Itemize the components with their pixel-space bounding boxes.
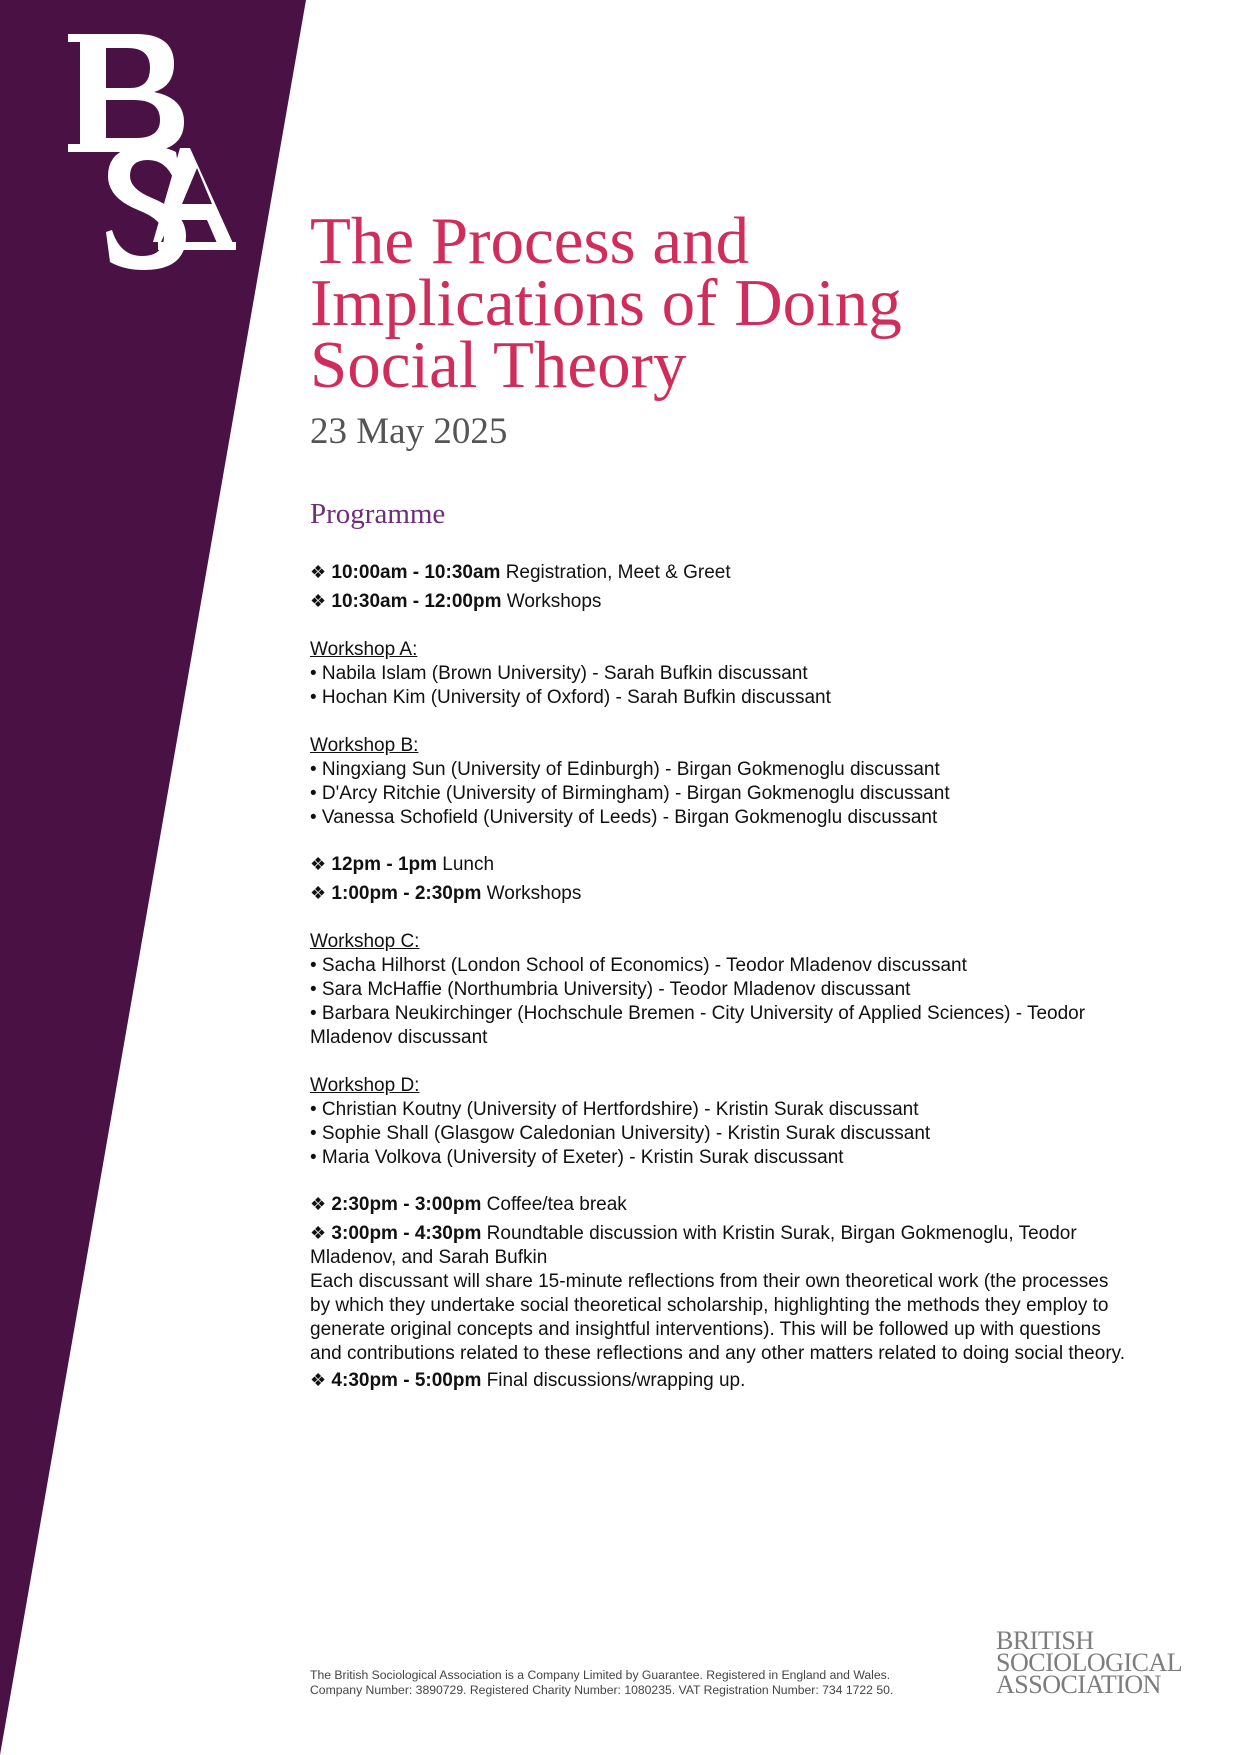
- schedule-label: Coffee/tea break: [486, 1194, 627, 1215]
- workshop-d-heading: Workshop D:: [310, 1075, 420, 1096]
- bullet-icon: ❖: [310, 1223, 327, 1243]
- workshop-c-item: • Barbara Neukirchinger (Hochschule Bremen - City University of Applied Sciences) - Teodor Mladenov discussant: [310, 1003, 1086, 1048]
- bsa-logo: [28, 28, 238, 273]
- legal-footer: [310, 1668, 990, 1698]
- schedule-item: [310, 1368, 1130, 1393]
- workshop-d-item: • Christian Koutny (University of Hertfordshire) - Kristin Surak discussant: [310, 1099, 919, 1120]
- workshop-a-heading: Workshop A:: [310, 639, 418, 660]
- schedule-item: [310, 881, 1130, 906]
- schedule-label: Registration, Meet & Greet: [505, 562, 731, 583]
- programme-content: [310, 560, 1130, 1397]
- schedule-time: 3:00pm - 4:30pm: [331, 1223, 482, 1244]
- wordmark-line-3: ASSOCIATION: [996, 1670, 1161, 1699]
- bullet-icon: ❖: [310, 883, 327, 903]
- bsa-wordmark: [996, 1626, 1183, 1699]
- schedule-item: [310, 589, 1130, 614]
- workshop-d-item: • Sophie Shall (Glasgow Caledonian University) - Kristin Surak discussant: [310, 1123, 931, 1144]
- bullet-icon: ❖: [310, 591, 327, 611]
- title-line-2: Implications of Doing: [310, 266, 902, 340]
- schedule-item: [310, 1192, 1130, 1217]
- schedule-label: Lunch: [442, 854, 495, 875]
- schedule-time: 10:30am - 12:00pm: [331, 591, 502, 612]
- schedule-label: Roundtable discussion with Kristin Surak, Birgan Gokmenoglu, Teodor Mladenov, and Sarah Bufkin: [310, 1223, 1077, 1268]
- schedule-label: Workshops: [506, 591, 602, 612]
- bullet-icon: ❖: [310, 1370, 327, 1390]
- schedule-label: Final discussions/wrapping up.: [486, 1370, 746, 1391]
- footer-line-2: Company Number: 3890729. Registered Charity Number: 1080235. VAT Registration Number: 734 1722 50.: [310, 1683, 894, 1697]
- wordmark-line-2: SOCIOLOGICAL: [996, 1648, 1183, 1677]
- bullet-icon: ❖: [310, 1194, 327, 1214]
- wordmark-line-1: BRITISH: [996, 1626, 1094, 1655]
- schedule-time: 2:30pm - 3:00pm: [331, 1194, 482, 1215]
- event-date: 23 May 2025: [310, 411, 508, 452]
- event-title: [310, 204, 1110, 402]
- workshop-b-item: • Vanessa Schofield (University of Leeds) - Birgan Gokmenoglu discussant: [310, 807, 938, 828]
- workshop-b-item: • Ningxiang Sun (University of Edinburgh) - Birgan Gokmenoglu discussant: [310, 759, 940, 780]
- workshop-c-item: • Sara McHaffie (Northumbria University) - Teodor Mladenov discussant: [310, 979, 911, 1000]
- workshop-d-item: • Maria Volkova (University of Exeter) - Kristin Surak discussant: [310, 1147, 844, 1168]
- schedule-time: 1:00pm - 2:30pm: [331, 883, 482, 904]
- workshop-a-item: • Hochan Kim (University of Oxford) - Sarah Bufkin discussant: [310, 687, 831, 708]
- schedule-time: 10:00am - 10:30am: [331, 562, 501, 583]
- workshop-b-heading: Workshop B:: [310, 735, 419, 756]
- schedule-item: [310, 1221, 1130, 1270]
- schedule-time: 4:30pm - 5:00pm: [331, 1370, 482, 1391]
- roundtable-description: Each discussant will share 15-minute reflections from their own theoretical work (the processes by which they undertake social theoretical scholarship, highlighting the methods they employ to generate original concepts and insightful interventions). This will be followed up with questions and contributions related to these reflections and any other matters related to doing social theory.: [310, 1271, 1126, 1364]
- title-line-1: The Process and: [310, 204, 750, 278]
- footer-line-1: The British Sociological Association is a Company Limited by Guarantee. Registered in England and Wales.: [310, 1668, 891, 1682]
- schedule-item: [310, 852, 1130, 877]
- title-line-3: Social Theory: [310, 328, 687, 402]
- schedule-label: Workshops: [486, 883, 582, 904]
- bullet-icon: ❖: [310, 562, 327, 582]
- schedule-time: 12pm - 1pm: [331, 854, 438, 875]
- bullet-icon: ❖: [310, 854, 327, 874]
- workshop-a-item: • Nabila Islam (Brown University) - Sarah Bufkin discussant: [310, 663, 808, 684]
- schedule-item: [310, 560, 1130, 585]
- workshop-b-item: • D'Arcy Ritchie (University of Birmingham) - Birgan Gokmenoglu discussant: [310, 783, 950, 804]
- workshop-c-heading: Workshop C:: [310, 931, 420, 952]
- workshop-c-item: • Sacha Hilhorst (London School of Economics) - Teodor Mladenov discussant: [310, 955, 967, 976]
- section-heading-programme: Programme: [310, 498, 446, 530]
